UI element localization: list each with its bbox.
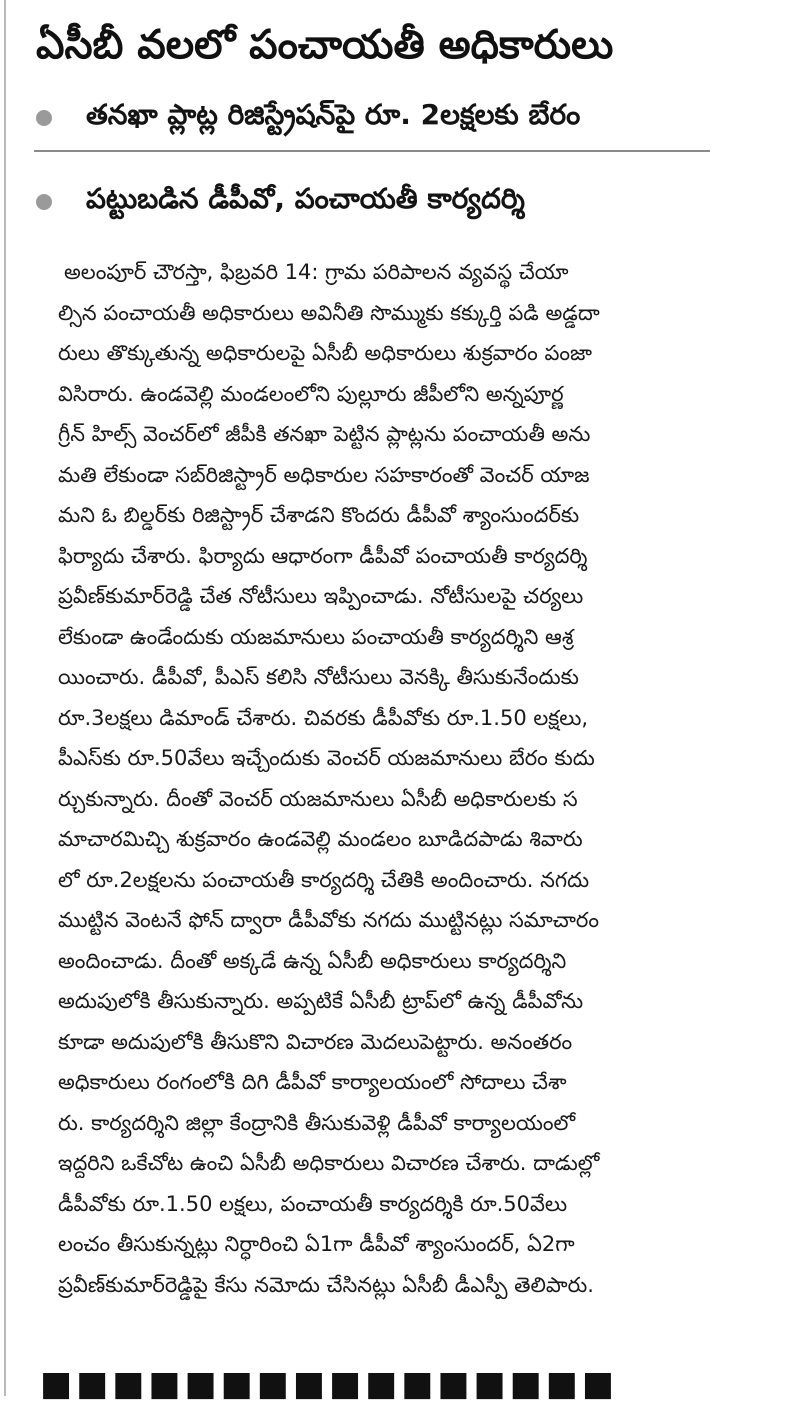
bullet-icon xyxy=(36,194,52,210)
article-line: విసిరారు. ఉండవెల్లి మండలంలోని పుల్లూరు జీపీలోని అన్నపూర్ణ xyxy=(58,381,564,406)
article-line: ర్చుకున్నారు. దీంతో వెంచర్ యజమానులు ఏసీబీ అధికారులకు స xyxy=(58,786,578,811)
article-line: డీపీవోకు రూ.1.50 లక్షలు, పంచాయతీ కార్యదర్శికి రూ.50వేలు xyxy=(58,1191,568,1216)
article-line: మాచారమిచ్చి శుక్రవారం ఉండవెల్లి మండలం బూడిదపాడు శివారు xyxy=(58,827,583,851)
article-line: యించారు. డీపీవో, పీఎస్ కలిసి నోటీసులు వెనక్కి తీసుకునేందుకు xyxy=(58,665,579,689)
article-line: గ్రీన్ హిల్స్ వెంచర్‌లో జీపీకి తనఖా పెట్టిన ప్లాట్లను పంచాయతీ అను xyxy=(58,422,591,446)
article-line: ముట్టిన వెంటనే ఫోన్ ద్వారా డీపీవోకు నగదు ముట్టినట్లు సమాచారం xyxy=(58,908,600,932)
subheading-1 xyxy=(36,92,726,144)
article-line: అందించాడు. దీంతో అక్కడే ఉన్న ఏసీబీ అధికారులు కార్యదర్శిని xyxy=(58,948,567,973)
article-line: పీఎస్‌కు రూ.50వేలు ఇచ్చేందుకు వెంచర్ యజమానులు బేరం కుదు xyxy=(58,746,595,770)
divider xyxy=(34,150,710,152)
article-line: ప్రవీణ్‌కుమార్‌రెడ్డిపై కేసు నమోదు చేసినట్లు ఏసీబీ డీఎస్పీ తెలిపారు. xyxy=(58,1272,594,1297)
article-line: అదుపులోకి తీసుకున్నారు. అప్పటికే ఏసీబీ ట్రాప్‌లో ఉన్న డీపీవోను xyxy=(58,989,584,1013)
article-line: లో రూ.2లక్షలను పంచాయతీ కార్యదర్శి చేతికి అందించారు. నగదు xyxy=(58,867,590,892)
next-headline-cropped: ■■■■■■■■■■■■■■■■ xyxy=(40,1364,618,1404)
article-line: అలంపూర్ చౌరస్తా, ఫిబ్రవరి 14: గ్రామ పరిపాలన వ్యవస్థ చేయా xyxy=(64,260,569,284)
subheading-text: పట్టుబడిన డీపీవో, పంచాయతీ కార్యదర్శి xyxy=(86,182,525,215)
subheading-text: తనఖా ప్లాట్ల రిజిస్ట్రేషన్‌పై రూ. 2లక్షలకు బేరం xyxy=(86,98,581,131)
article-line: కూడా అదుపులోకి తీసుకొని విచారణ మెదలుపెట్టారు. అనంతరం xyxy=(58,1029,573,1054)
column-rule xyxy=(4,0,6,1396)
article-line: ప్రవీణ్‌కుమార్‌రెడ్డి చేత నోటీసులు ఇప్పించాడు. నోటీసులపై చర్యలు xyxy=(58,584,584,608)
article-line: లంచం తీసుకున్నట్లు నిర్ధారించి ఏ1గా డీపీవో శ్యాంసుందర్, ఏ2గా xyxy=(58,1232,575,1256)
bullet-icon xyxy=(36,110,52,126)
article-line: రులు తొక్కుతున్న అధికారులపై ఏసీబీ అధికారులు శుక్రవారం పంజా xyxy=(58,341,592,365)
subheading-2 xyxy=(36,176,726,228)
article-body xyxy=(58,252,750,1305)
article-line: ఇద్దరిని ఒకేచోట ఉంచి ఏసీబీ అధికారులు విచారణ చేశారు. దాడుల్లో xyxy=(58,1151,600,1175)
article-line: ఫిర్యాదు చేశారు. ఫిర్యాదు ఆధారంగా డీపీవో పంచాయతీ కార్యదర్శి xyxy=(58,543,588,568)
article-line: లేకుండా ఉండేందుకు యజమానులు పంచాయతీ కార్యదర్శిని ఆశ్ర xyxy=(58,624,574,649)
article-line: రు. కార్యదర్శిని జిల్లా కేంద్రానికి తీసుకువెళ్లి డీపీవో కార్యాలయంలో xyxy=(58,1110,576,1135)
article-line: అధికారులు రంగంలోకి దిగి డీపీవో కార్యాలయంలో సోదాలు చేశా xyxy=(58,1070,567,1094)
article-line: రూ.3లక్షలు డిమాండ్ చేశారు. చివరకు డీపీవోకు రూ.1.50 లక్షలు, xyxy=(58,705,589,730)
article-line: మని ఓ బిల్డర్‌కు రిజిస్ట్రార్ చేశాడని కొందరు డీపీవో శ్యాంసుందర్‌కు xyxy=(58,503,580,527)
article-line: మతి లేకుండా సబ్‌రిజిస్ట్రార్ అధికారుల సహకారంతో వెంచర్ యాజ xyxy=(58,462,590,487)
article-line: ల్సిన పంచాయతీ అధికారులు అవినీతి సొమ్ముకు కక్కుర్తి పడి అడ్డదా xyxy=(58,300,600,325)
headline: ఏసీబీ వలలో పంచాయతీ అధికారులు xyxy=(36,22,614,68)
